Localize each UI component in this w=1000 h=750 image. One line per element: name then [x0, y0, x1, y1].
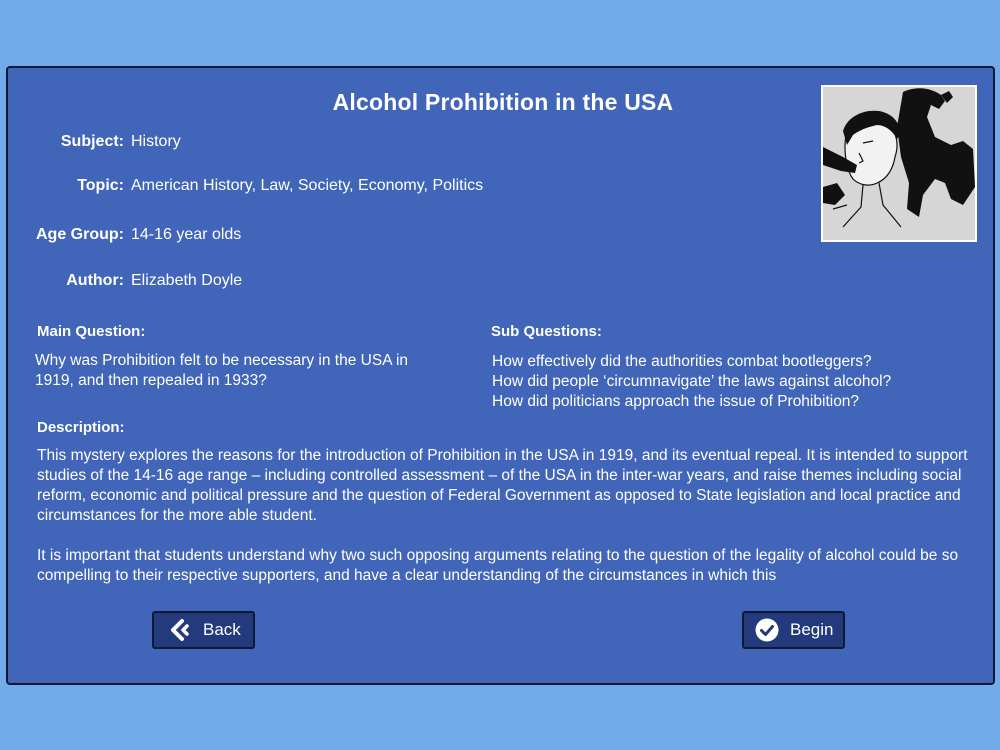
description-label: Description:: [37, 419, 125, 436]
topic-value: American History, Law, Society, Economy, Politics: [131, 177, 484, 194]
main-question-line: 1919, and then repealed in 1933?: [35, 372, 267, 389]
subject-label: Subject:: [60, 133, 124, 150]
check-circle-icon: [755, 618, 779, 642]
main-question-label: Main Question:: [37, 323, 146, 340]
sub-question-item: How did people ‘circumnavigate’ the laws against alcohol?: [492, 373, 892, 390]
age-group-label: Age Group:: [36, 226, 124, 243]
cover-illustration: [821, 85, 977, 242]
sub-questions-list: [492, 352, 972, 412]
back-button[interactable]: [152, 611, 255, 649]
page-title: Alcohol Prohibition in the USA: [332, 89, 674, 115]
begin-button-label: Begin: [790, 620, 834, 639]
begin-button[interactable]: [742, 611, 845, 649]
sub-question-item: How effectively did the authorities combat bootleggers?: [492, 353, 872, 370]
back-button-label: Back: [203, 620, 241, 639]
mystery-info-panel: [6, 66, 995, 685]
author-value: Elizabeth Doyle: [131, 272, 243, 289]
description-paragraph: This mystery explores the reasons for the introduction of Prohibition in the USA in 1919, and its eventual repeal. It is intended to support studies of the 14-16 age range – including controlled assessment – of the USA in the inter-war years, and raise themes including social reform, economic and political pressure and the question of Federal Government as opposed to State legislation and local practice and circumstances for the more able student.: [37, 447, 968, 524]
description-paragraph: It is important that students understand why two such opposing arguments relating to the question of the legality of alcohol could be so compelling to their respective supporters, and have a clear understanding of the circumstances in which this: [37, 547, 959, 584]
main-question-line: Why was Prohibition felt to be necessary in the USA in: [35, 352, 409, 369]
subject-value: History: [131, 133, 181, 150]
main-question-text: [35, 351, 475, 391]
description-text[interactable]: [37, 446, 972, 584]
topic-label: Topic:: [77, 177, 124, 194]
age-group-value: 14-16 year olds: [131, 226, 242, 243]
author-label: Author:: [66, 272, 124, 289]
chevron-left-icon: [168, 618, 192, 642]
prohibition-illustration-icon: [823, 87, 975, 240]
sub-question-item: How did politicians approach the issue of Prohibition?: [492, 393, 860, 410]
sub-questions-label: Sub Questions:: [491, 323, 602, 340]
